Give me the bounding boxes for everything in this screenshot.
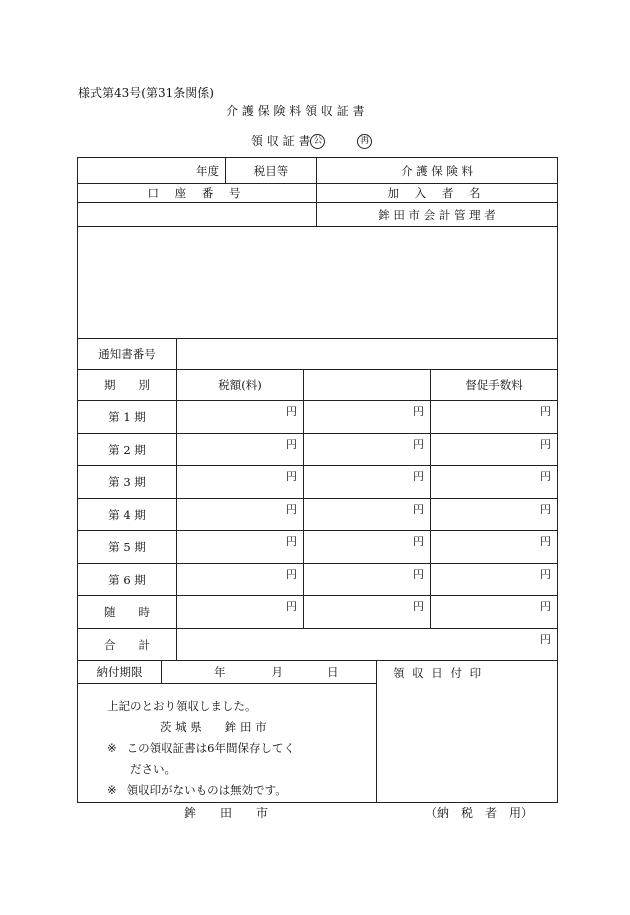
subscriber-name-value: 鉾 田 市 会 計 管 理 者 [317,203,558,227]
form-number: 様式第43号(第31条関係) [78,86,214,100]
address-area [78,227,558,339]
note-mark: ※ [107,741,117,755]
note-retention-text: この領収証書は6年間保存してく [126,741,295,755]
table-row [78,499,558,531]
yen-unit: 円 [177,629,558,661]
account-number-value [78,203,317,227]
total-label: 合 計 [78,629,177,661]
table-row [78,401,558,434]
tax-amount-header: 税額(料) [177,370,304,401]
note-retention-cont: ださい。 [130,762,176,776]
yen-unit: 円 [431,401,558,434]
yen-unit: 円 [431,434,558,466]
yen-unit: 円 [177,466,304,499]
bottom-table [77,660,558,803]
receipt-stamp-label: 領 収 日 付 印 [393,666,484,680]
footer-city: 鉾 田 市 [184,806,269,820]
period-label: 随 時 [78,596,177,629]
period-label: 第 4 期 [78,499,177,531]
period-label: 第 1 期 [78,401,177,434]
subtitle-text: 領 収 証 書 [251,134,311,148]
tax-type: 介 護 保 険 料 [317,158,558,184]
year-label: 年度 [196,163,219,178]
periods-table [77,338,558,661]
deadline-year: 年 [214,665,226,679]
header-table [77,157,558,339]
table-row [78,466,558,499]
form-title: 介 護 保 険 料 領 収 証 書 [226,104,365,118]
receipt-subtitle [251,132,372,149]
received-statement: 上記のとおり領収しました。 [107,699,257,713]
yen-unit: 円 [177,564,304,596]
note-mark: ※ [107,783,117,797]
note-retention [78,738,376,759]
yen-unit: 円 [431,499,558,531]
table-row [78,531,558,564]
yen-unit: 円 [304,596,431,629]
period-header: 期 別 [78,370,177,401]
note-invalid [78,780,376,801]
yen-unit: 円 [177,401,304,434]
yen-unit: 円 [177,596,304,629]
table-row [78,434,558,466]
yen-unit: 円 [431,596,558,629]
yen-unit: 円 [304,564,431,596]
table-row [78,596,558,629]
ko-stamp-icon: 公 [310,134,325,149]
period-label: 第 2 期 [78,434,177,466]
column3-header [304,370,431,401]
yen-unit: 円 [304,531,431,564]
issuer-name: 茨 城 県 鉾 田 市 [160,720,267,734]
note-invalid-text: 領収印がないものは無効です。 [126,783,287,797]
yen-unit: 円 [304,466,431,499]
yen-unit: 円 [177,531,304,564]
receipt-notes [78,684,377,803]
total-row [78,629,558,661]
subscriber-name-label: 加 入 者 名 [317,184,558,203]
yen-unit: 円 [431,466,558,499]
notice-number-label: 通知書番号 [78,339,177,370]
yen-unit: 円 [431,531,558,564]
table-row [78,564,558,596]
footer-copy-label: （納 税 者 用） [425,806,534,820]
receipt-date-stamp-area [377,661,558,803]
deadline-day: 日 [327,665,339,679]
yen-unit: 円 [431,564,558,596]
period-label: 第 6 期 [78,564,177,596]
yen-unit: 円 [304,499,431,531]
deadline-month: 月 [271,665,283,679]
tax-item-label: 税目等 [226,158,317,184]
yen-unit: 円 [177,499,304,531]
deadline-label: 納付期限 [78,661,162,684]
yen-unit: 円 [177,434,304,466]
yen-unit: 円 [304,401,431,434]
year-cell [78,158,226,184]
deadline-date [162,661,377,684]
period-label: 第 5 期 [78,531,177,564]
late-fee-header: 督促手数料 [431,370,558,401]
account-number-label: 口 座 番 号 [78,184,317,203]
period-label: 第 3 期 [78,466,177,499]
sai-stamp-icon: 再 [357,134,372,149]
notice-number-value [177,339,558,370]
yen-unit: 円 [304,434,431,466]
